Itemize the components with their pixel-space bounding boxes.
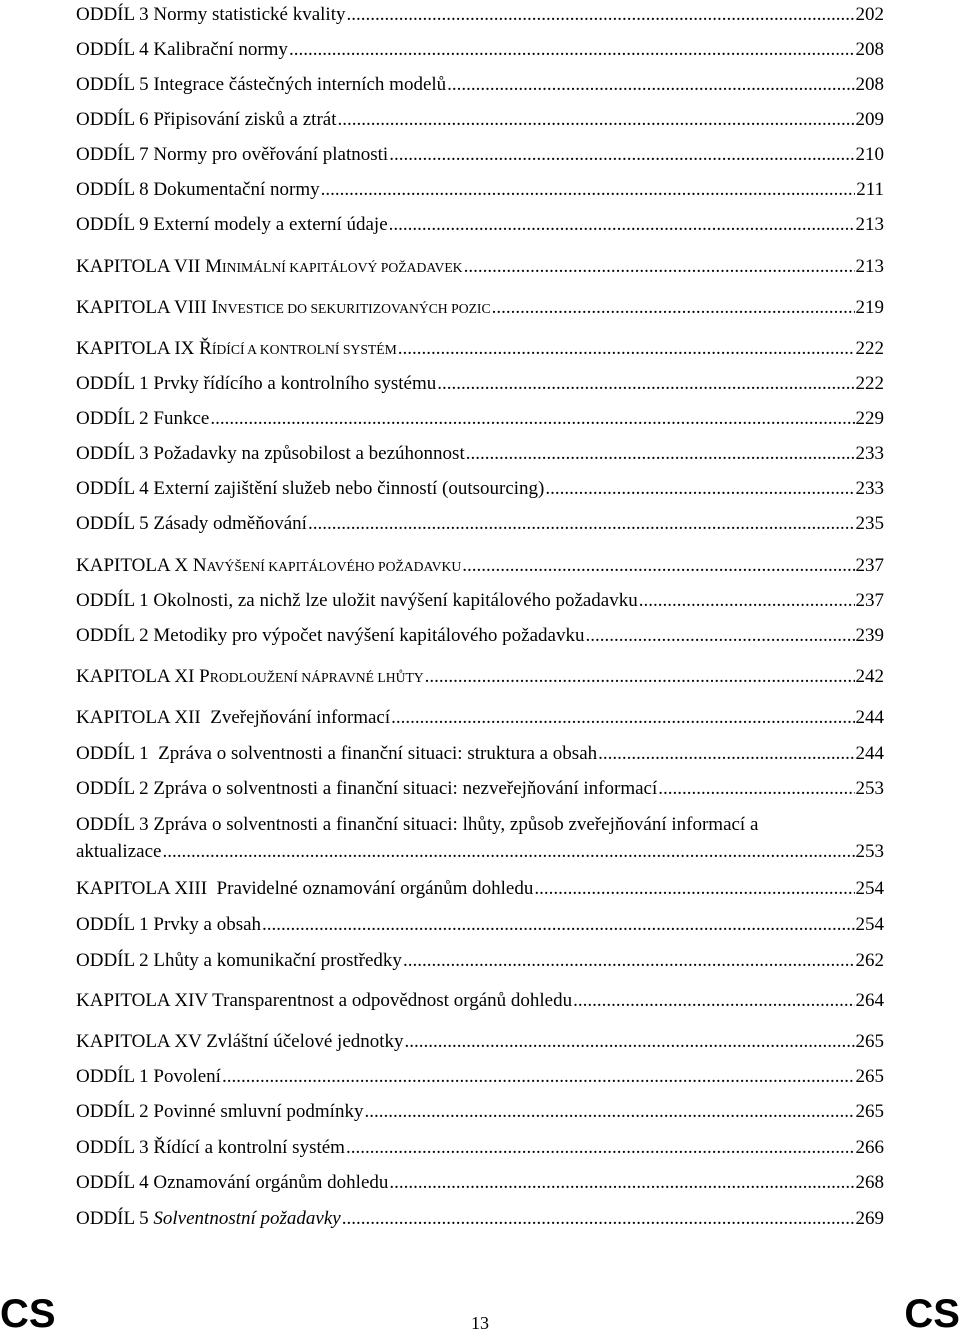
toc-page-number: 254 [855,878,884,899]
toc-entry[interactable] [76,625,884,647]
toc-entry[interactable] [76,39,884,61]
toc-entry[interactable] [76,373,884,395]
toc-page-number: 269 [855,1208,884,1229]
toc-page-number: 265 [855,1031,884,1052]
page-number: 13 [471,1313,489,1333]
toc-page-number: 208 [855,39,884,60]
toc-entry[interactable] [76,144,884,166]
dot-leader [391,707,854,729]
toc-entry-chapter[interactable] [76,666,884,689]
toc-entry[interactable] [76,590,884,612]
toc-entry-chapter[interactable] [76,707,884,729]
dot-leader [639,590,855,612]
toc-entry[interactable] [76,74,884,96]
toc-entry[interactable] [76,109,884,131]
toc-entry[interactable] [76,814,884,863]
toc-entry-chapter[interactable] [76,297,884,320]
toc-entry-title: ODDÍL 5 Integrace částečných interních modelů [76,74,447,95]
toc-entry-title: ODDÍL 5 Solventnostní požadavky [76,1208,341,1229]
toc-entry-chapter[interactable] [76,990,884,1012]
toc-page-number: 266 [855,1137,884,1158]
toc-entry-title: ODDÍL 1 Zpráva o solventnosti a finanční situaci: struktura a obsah [76,743,598,764]
toc-entry-title: ODDÍL 3 Normy statistické kvality [76,4,346,25]
toc-entry-title: ODDÍL 2 Povinné smluvní podmínky [76,1101,364,1122]
toc-page-number: 222 [855,338,884,359]
dot-leader [262,914,854,936]
toc-page-number: 233 [855,443,884,464]
toc-page-number: 242 [855,666,884,687]
toc-entry-title: ODDÍL 6 Připisování zisků a ztrát [76,109,337,130]
toc-entry[interactable] [76,950,884,972]
dot-leader [162,841,854,863]
toc-page-number: 244 [855,743,884,764]
toc-entry-title: KAPITOLA XI PRODLOUŽENÍ NÁPRAVNÉ LHŮTY [76,666,424,687]
toc-entry[interactable] [76,1066,884,1088]
toc-page-number: 213 [855,214,884,235]
toc-entry[interactable] [76,778,884,800]
dot-leader [289,39,855,61]
dot-leader [658,778,854,800]
toc-entry-title: ODDÍL 4 Kalibrační normy [76,39,288,60]
dot-leader [342,1208,855,1230]
toc-entry-title: KAPITOLA VII MINIMÁLNÍ KAPITÁLOVÝ POŽADAVEK [76,256,463,277]
toc-entry-title: ODDÍL 9 Externí modely a externí údaje [76,214,388,235]
dot-leader [321,179,856,201]
dot-leader [338,109,855,131]
toc-entry-title: KAPITOLA XV Zvláštní účelové jednotky [76,1031,404,1052]
toc-page-number: 265 [855,1066,884,1087]
toc-page-number: 233 [855,478,884,499]
toc-entry[interactable] [76,214,884,236]
toc-page-number: 219 [855,297,884,318]
toc-entry-title-continued: aktualizace [76,841,162,862]
toc-page-number: 264 [855,990,884,1011]
toc-entry[interactable] [76,1208,884,1230]
toc-entry[interactable] [76,513,884,535]
dot-leader [346,1137,855,1159]
toc-entry-title: ODDÍL 1 Prvky a obsah [76,914,262,935]
dot-leader [389,214,855,236]
dot-leader [425,666,855,688]
toc-entry-title: ODDÍL 2 Metodiky pro výpočet navýšení kapitálového požadavku [76,625,585,646]
dot-leader [389,144,854,166]
toc-entry-title: KAPITOLA VIII INVESTICE DO SEKURITIZOVANÝCH POZIC [76,297,491,318]
dot-leader [464,256,855,278]
toc-page-number: 237 [855,590,884,611]
toc-page-number: 208 [855,74,884,95]
toc-page-number: 262 [855,950,884,971]
toc-page-number: 254 [855,914,884,935]
dot-leader [405,1031,855,1053]
toc-entry-title: ODDÍL 4 Externí zajištění služeb nebo činností (outsourcing) [76,478,545,499]
toc-entry-title: ODDÍL 3 Požadavky na způsobilost a bezúhonnost [76,443,465,464]
dot-leader [598,743,854,765]
language-mark-right: CS [904,1292,960,1336]
toc-entry-title: KAPITOLA XIII Pravidelné oznamování orgánům dohledu [76,878,534,899]
toc-entry-chapter[interactable] [76,338,884,361]
toc-entry-title: ODDÍL 4 Oznamování orgánům dohledu [76,1172,389,1193]
toc-entry-title: ODDÍL 1 Povolení [76,1066,221,1087]
dot-leader [308,513,855,535]
toc-entry[interactable] [76,743,884,765]
toc-entry-title: ODDÍL 8 Dokumentační normy [76,179,320,200]
toc-page-number: 209 [855,109,884,130]
toc-entry-title: ODDÍL 2 Funkce [76,408,210,429]
dot-leader [403,950,855,972]
toc-entry-title: KAPITOLA XII Zveřejňování informací [76,707,391,728]
dot-leader [573,990,854,1012]
dot-leader [462,555,854,577]
dot-leader [222,1066,855,1088]
dot-leader [466,443,855,465]
dot-leader [534,878,854,900]
toc-entry-title: ODDÍL 1 Prvky řídícího a kontrolního systému [76,373,437,394]
toc-entry[interactable] [76,408,884,430]
toc-entry-title: KAPITOLA X NAVÝŠENÍ KAPITÁLOVÉHO POŽADAVKU [76,555,462,576]
toc-entry-title: KAPITOLA IX ŘÍDÍCÍ A KONTROLNÍ SYSTÉM [76,338,397,359]
toc-page-number: 265 [855,1101,884,1122]
dot-leader [398,338,855,360]
toc-entry[interactable] [76,4,884,26]
toc-entry[interactable] [76,443,884,465]
toc-entry-chapter[interactable] [76,1031,884,1053]
toc-page-number: 213 [855,256,884,277]
toc-entry[interactable] [76,179,884,201]
toc-entry-title: ODDÍL 7 Normy pro ověřování platnosti [76,144,389,165]
dot-leader [545,478,854,500]
toc-entry-title: KAPITOLA XIV Transparentnost a odpovědnost orgánů dohledu [76,990,573,1011]
toc-page-number: 244 [855,707,884,728]
toc-entry-chapter[interactable] [76,555,884,578]
dot-leader [346,4,854,26]
dot-leader [492,297,855,319]
dot-leader [585,625,854,647]
toc-page-number: 210 [855,144,884,165]
dot-leader [364,1101,854,1123]
toc-entry-title: ODDÍL 5 Zásady odměňování [76,513,307,534]
toc-entry-title: ODDÍL 2 Lhůty a komunikační prostředky [76,950,402,971]
dot-leader [210,408,854,430]
dot-leader [447,74,854,96]
language-mark-left: CS [0,1292,56,1336]
toc-page-number: 268 [855,1172,884,1193]
toc-entry[interactable] [76,478,884,500]
toc-page-number: 253 [855,778,884,799]
toc-entry-title: ODDÍL 1 Okolnosti, za nichž lze uložit navýšení kapitálového požadavku [76,590,638,611]
toc-entry-chapter[interactable] [76,256,884,279]
dot-leader [389,1172,854,1194]
toc-page-number: 239 [855,625,884,646]
toc-page-number: 253 [855,841,884,862]
dot-leader [437,373,854,395]
toc-entry-title: ODDÍL 3 Řídící a kontrolní systém [76,1137,345,1158]
toc-page-number: 237 [855,555,884,576]
toc-page-number: 222 [855,373,884,394]
toc-entry-title: ODDÍL 2 Zpráva o solventnosti a finanční situaci: nezveřejňování informací [76,778,658,799]
toc-page-number: 211 [856,179,884,200]
toc-entry[interactable] [76,914,884,936]
toc-entry[interactable] [76,1172,884,1194]
toc-entry-chapter[interactable] [76,878,884,900]
toc-entry[interactable] [76,1101,884,1123]
toc-entry-title: ODDÍL 3 Zpráva o solventnosti a finanční situaci: lhůty, způsob zveřejňování informací a [76,814,759,835]
toc-entry[interactable] [76,1137,884,1159]
toc-page-number: 235 [855,513,884,534]
toc-page-number: 229 [855,408,884,429]
toc-page-number: 202 [855,4,884,25]
